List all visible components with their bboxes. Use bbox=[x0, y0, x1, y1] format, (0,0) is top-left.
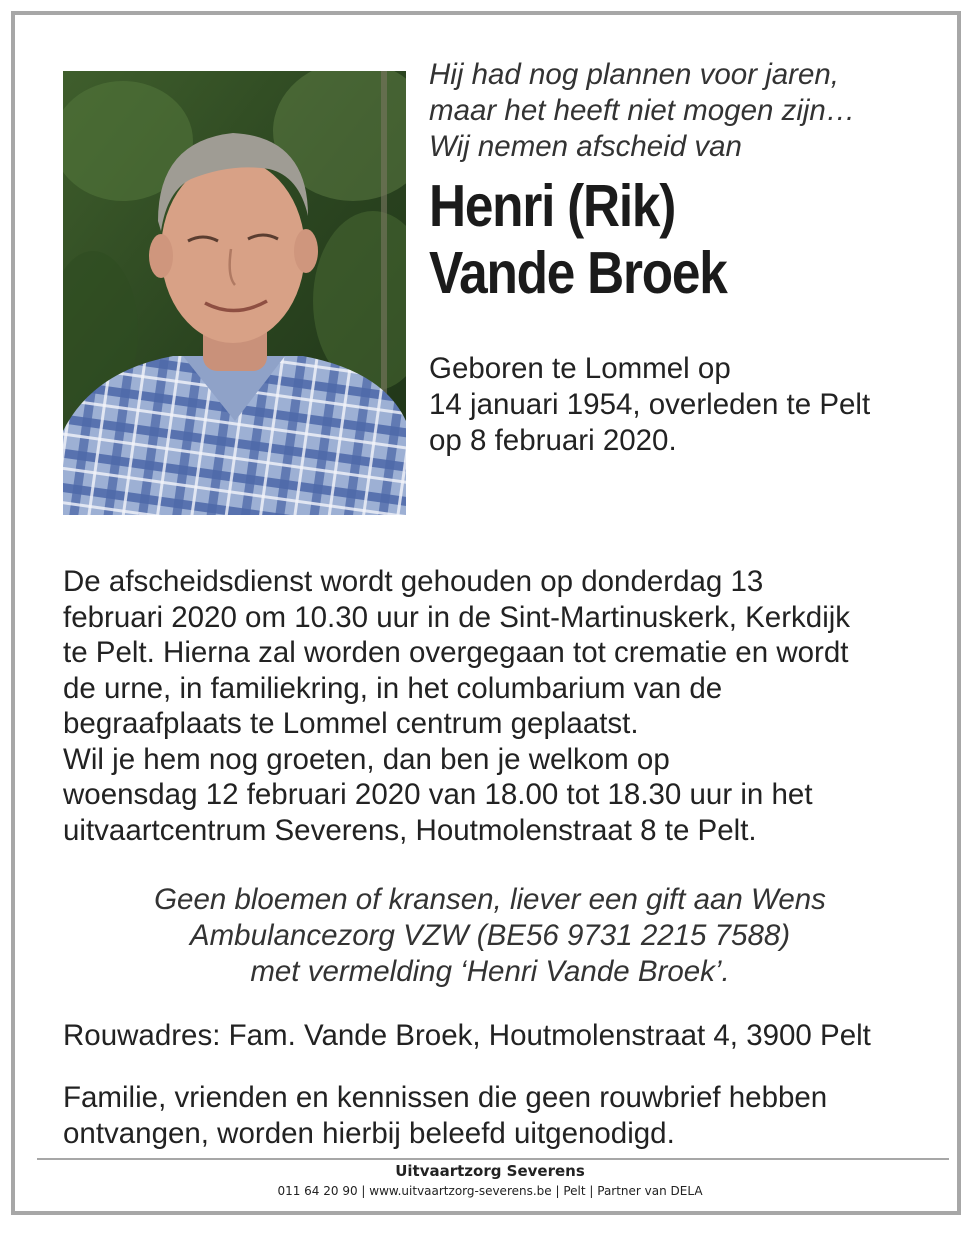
flowers-line: Ambulancezorg VZW (BE56 9731 2215 7588) bbox=[189, 919, 791, 952]
service-line: februari 2020 om 10.30 uur in de Sint-Martinuskerk, Kerkdijk bbox=[63, 600, 851, 634]
service-line: te Pelt. Hierna zal worden overgegaan tot crematie en wordt bbox=[63, 636, 849, 669]
service-line: de urne, in familiekring, in het columbarium van de bbox=[63, 671, 723, 705]
flowers-line: met vermelding ‘Henri Vande Broek’. bbox=[250, 955, 730, 988]
name-line-2: Vande Broek bbox=[429, 240, 727, 306]
intro-verse bbox=[429, 57, 949, 165]
mourning-address: Rouwadres: Fam. Vande Broek, Houtmolenstraat 4, 3900 Pelt bbox=[63, 1019, 871, 1052]
service-line: begraafplaats te Lommel centrum geplaatst. bbox=[63, 707, 639, 740]
invitation-line: ontvangen, worden hierbij beleefd uitgenodigd. bbox=[63, 1117, 675, 1150]
portrait-photo bbox=[63, 71, 406, 515]
invitation-line: Familie, vrienden en kennissen die geen rouwbrief hebben bbox=[63, 1081, 828, 1114]
intro-line: Hij had nog plannen voor jaren, bbox=[429, 58, 840, 91]
funeral-home-name: Uitvaartzorg Severens bbox=[395, 1162, 585, 1180]
birth-line: 14 januari 1954, overleden te Pelt bbox=[429, 388, 871, 421]
birth-line: op 8 februari 2020. bbox=[429, 424, 677, 457]
service-details bbox=[63, 564, 953, 848]
name-line-1: Henri (Rik) bbox=[429, 173, 676, 239]
service-line: woensdag 12 februari 2020 van 18.00 tot 18.30 uur in het bbox=[63, 778, 813, 811]
service-line: Wil je hem nog groeten, dan ben je welkom op bbox=[63, 742, 670, 776]
intro-line: maar het heeft niet mogen zijn… bbox=[429, 94, 856, 127]
funeral-home-contact: 011 64 20 90 | www.uitvaartzorg-severens.be | Pelt | Partner van DELA bbox=[277, 1184, 703, 1198]
flowers-note bbox=[15, 882, 961, 990]
obituary-card bbox=[11, 11, 961, 1215]
intro-line: Wij nemen afscheid van bbox=[429, 130, 742, 163]
birth-line: Geboren te Lommel op bbox=[429, 352, 731, 385]
deceased-name bbox=[429, 173, 881, 307]
flowers-line: Geen bloemen of kransen, liever een gift aan Wens bbox=[154, 883, 826, 916]
service-line: uitvaartcentrum Severens, Houtmolenstraat 8 te Pelt. bbox=[63, 813, 757, 847]
service-line: De afscheidsdienst wordt gehouden op donderdag 13 bbox=[63, 565, 764, 598]
birth-death-info bbox=[429, 351, 949, 459]
invitation-text bbox=[63, 1080, 953, 1152]
